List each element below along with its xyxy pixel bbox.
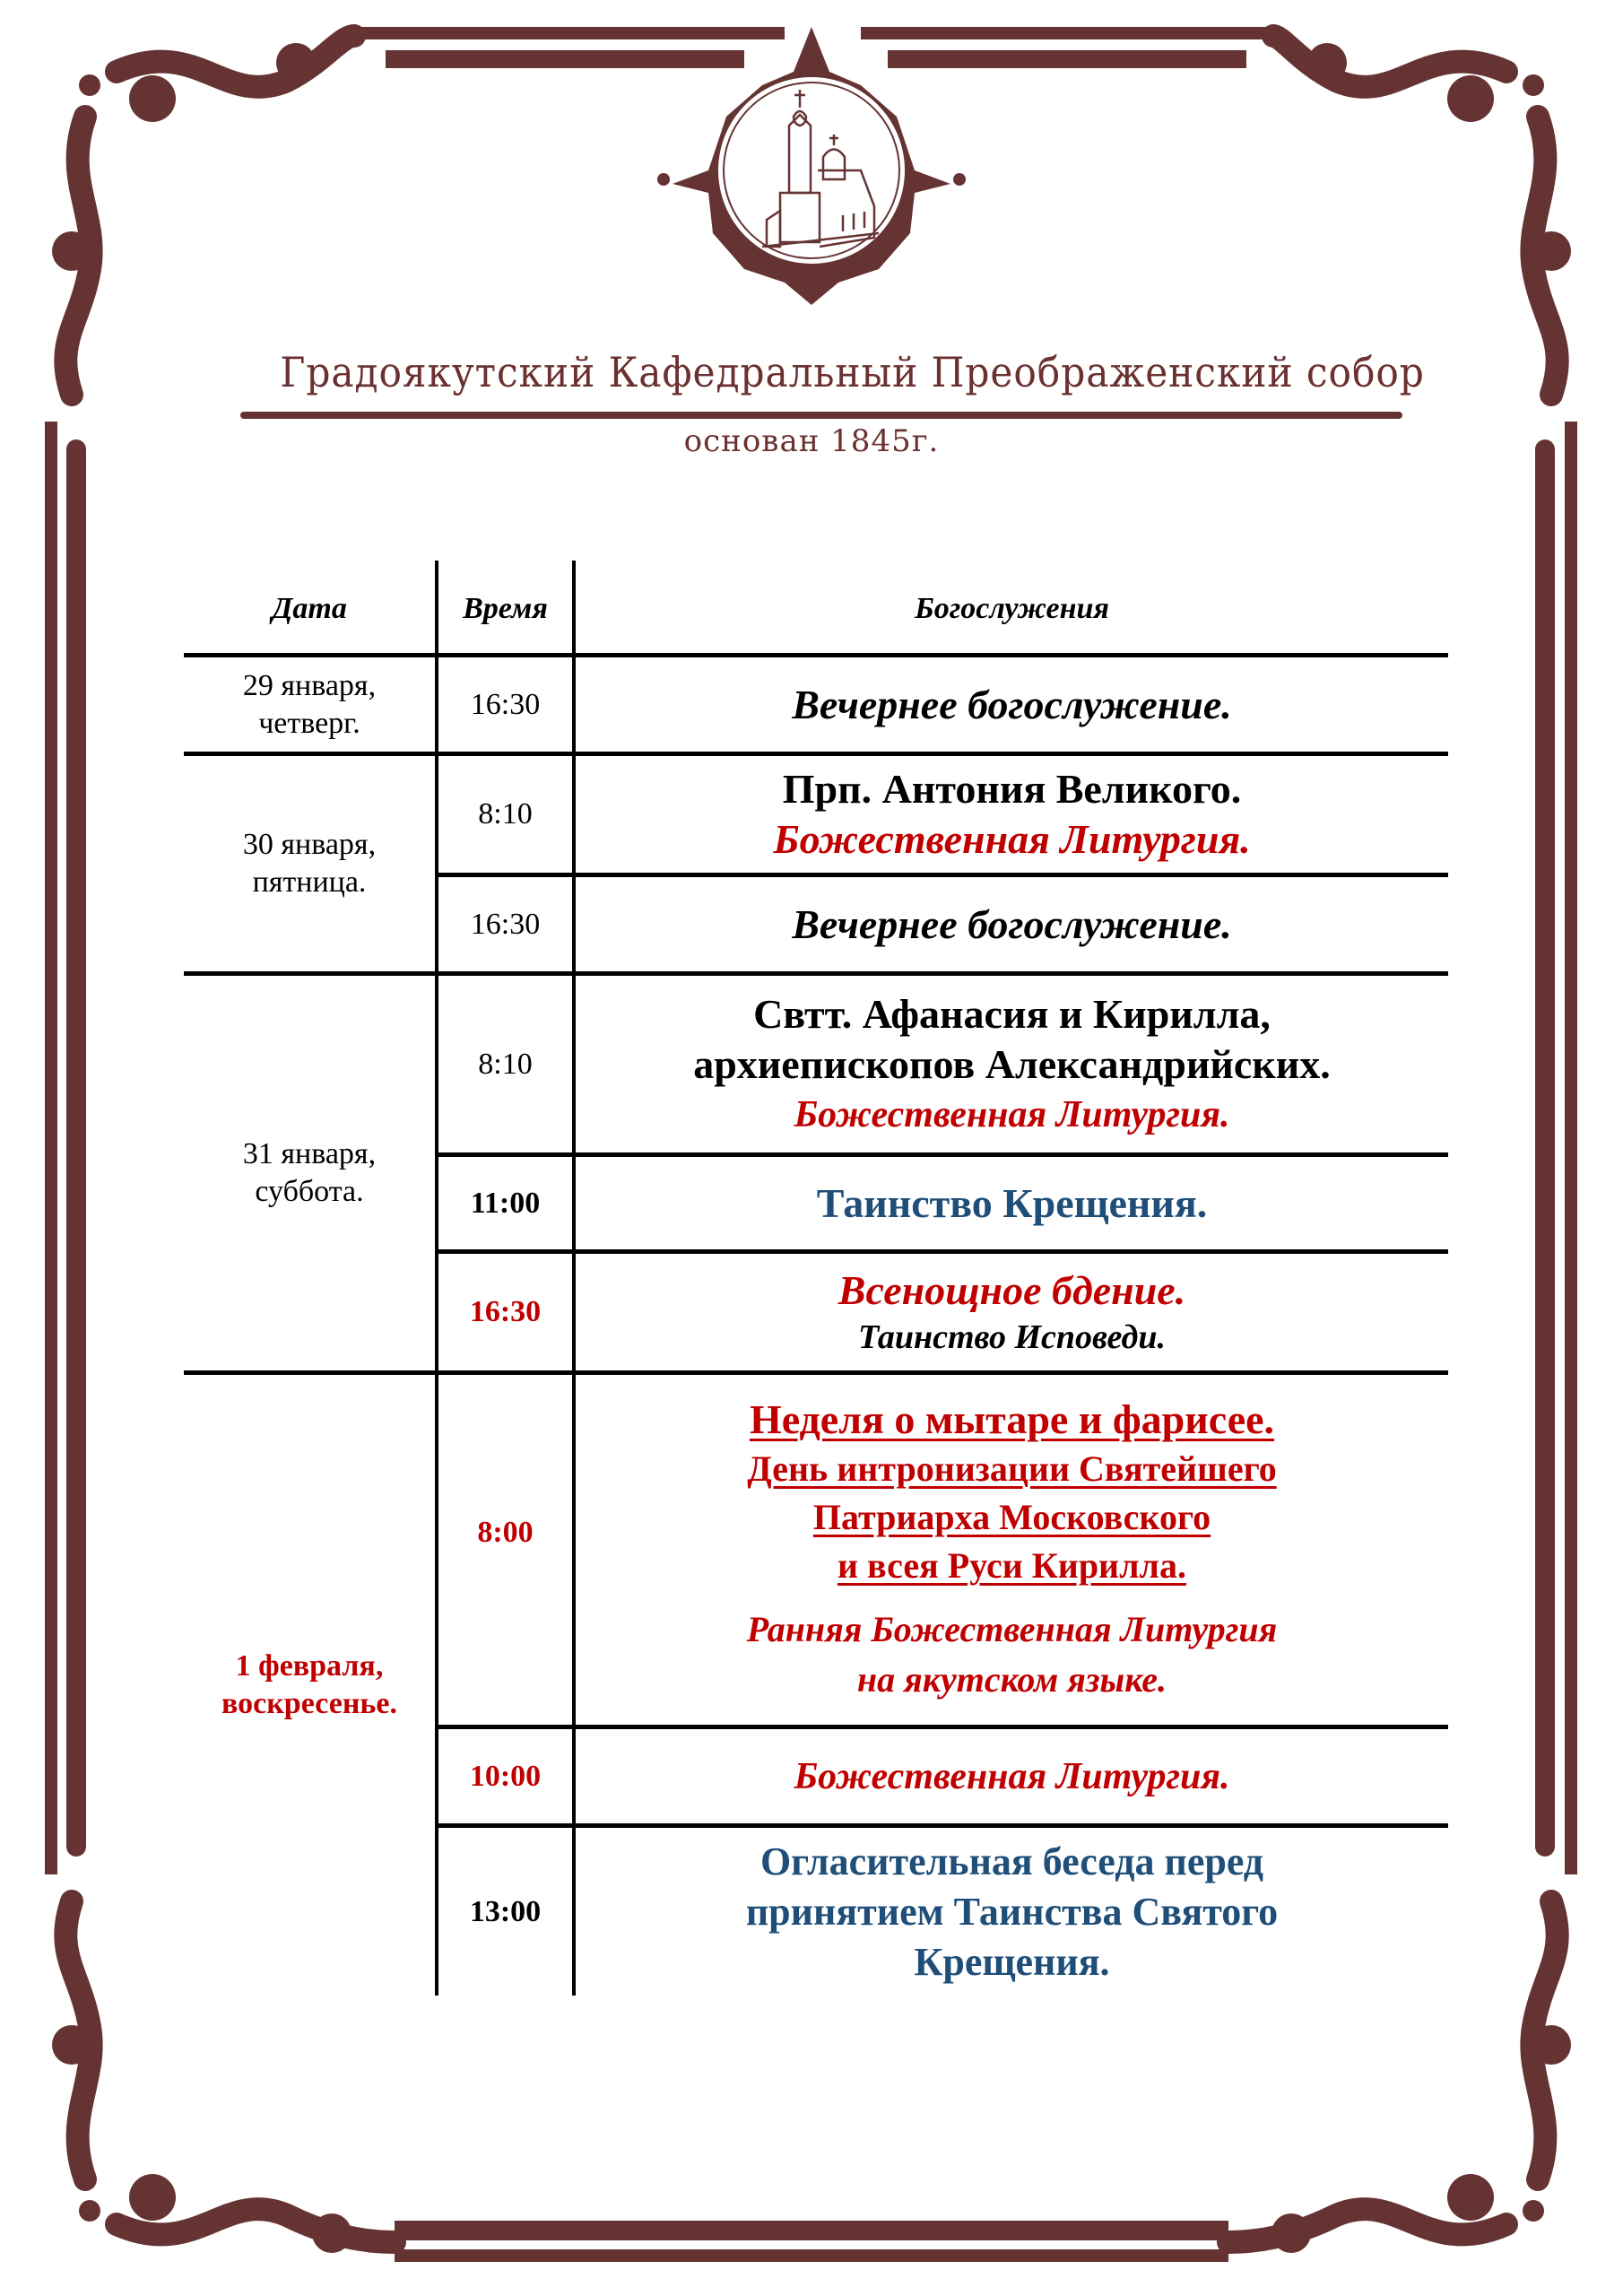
founded-subtitle: основан 1845г. [683, 423, 940, 459]
cathedral-emblem-icon [657, 27, 966, 305]
feast-line: архиепископов Александрийских. [693, 1040, 1331, 1087]
service-cell [576, 877, 1448, 971]
column-header-time: Время [463, 592, 548, 625]
service-line: Огласительная беседа перед [759, 1839, 1264, 1883]
service-line: Божественная Литургия. [794, 1755, 1230, 1797]
feast-line: Неделя о мытаре и фарисее. [749, 1396, 1275, 1442]
time-cell: 11:00 [470, 1186, 541, 1220]
frame-top-bar-right-outer [861, 27, 1273, 39]
vigil-line: Всенощное бдение. [838, 1267, 1186, 1313]
frame-bottom-bar-inner [395, 2249, 1228, 2262]
service-cell [576, 1729, 1448, 1823]
confession-line: Таинство Исповеди. [858, 1318, 1166, 1356]
date-text: 30 января, [242, 828, 377, 861]
feast-line: и всея Руси Кирилла. [837, 1545, 1186, 1586]
liturgy-line: Ранняя Божественная Литургия [746, 1609, 1278, 1649]
frame-right-bar-outer [1565, 422, 1577, 1874]
frame-top-bar-left-outer [354, 27, 785, 39]
weekday-text: суббота. [255, 1175, 364, 1208]
liturgy-line: Божественная Литургия. [773, 816, 1251, 862]
feast-line: Свтт. Афанасия и Кирилла, [753, 990, 1271, 1037]
date-text: 31 января, [242, 1137, 377, 1170]
time-cell: 10:00 [469, 1759, 542, 1793]
date-text: 1 февраля, [235, 1649, 384, 1683]
time-cell: 8:10 [478, 797, 533, 831]
service-cell [576, 756, 1448, 873]
service-cell [576, 1375, 1448, 1725]
liturgy-line: Божественная Литургия. [794, 1093, 1230, 1135]
column-header-services: Богослужения [915, 592, 1109, 625]
frame-left-bar-inner [66, 439, 86, 1857]
service-cell [576, 1254, 1448, 1370]
service-line: принятием Таинства Святого [745, 1889, 1279, 1934]
service-line: Крещения. [914, 1939, 1110, 1984]
time-cell: 8:10 [478, 1047, 533, 1081]
date-text: 29 января, [242, 668, 377, 702]
date-cell [184, 657, 435, 752]
date-cell [184, 1375, 435, 1996]
column-header-date: Дата [272, 592, 347, 625]
feast-line: День интронизации Святейшего [747, 1448, 1277, 1489]
service-line: Вечернее богослужение. [792, 900, 1232, 947]
time-cell: 13:00 [469, 1894, 542, 1928]
feast-line: Патриарха Московского [812, 1497, 1211, 1537]
weekday-text: воскресенье. [221, 1687, 397, 1720]
weekday-text: четверг. [258, 706, 360, 740]
service-line: Таинство Крещения. [816, 1179, 1208, 1226]
cathedral-title: Градоякутский Кафедральный Преображенский собор [280, 348, 1425, 396]
frame-top-bar-left-inner [386, 50, 744, 68]
time-cell: 8:00 [477, 1516, 534, 1549]
time-cell: 16:30 [469, 1295, 542, 1328]
title-underline-rule [240, 412, 1402, 419]
service-cell [576, 1828, 1448, 1996]
frame-left-bar-outer [45, 422, 57, 1874]
service-cell [576, 976, 1448, 1152]
service-cell [576, 657, 1448, 752]
service-line: Вечернее богослужение. [792, 681, 1232, 727]
frame-bottom-bar-outer [395, 2221, 1228, 2240]
date-cell [184, 756, 435, 971]
date-cell [184, 976, 435, 1370]
liturgy-line: на якутском языке. [856, 1659, 1167, 1700]
service-cell [576, 1157, 1448, 1249]
weekday-text: пятница. [252, 865, 367, 899]
frame-top-bar-right-inner [888, 50, 1246, 68]
feast-line: Прп. Антония Великого. [782, 766, 1242, 812]
time-cell: 16:30 [470, 687, 541, 721]
time-cell: 16:30 [470, 907, 541, 941]
frame-right-bar-inner [1535, 439, 1555, 1857]
